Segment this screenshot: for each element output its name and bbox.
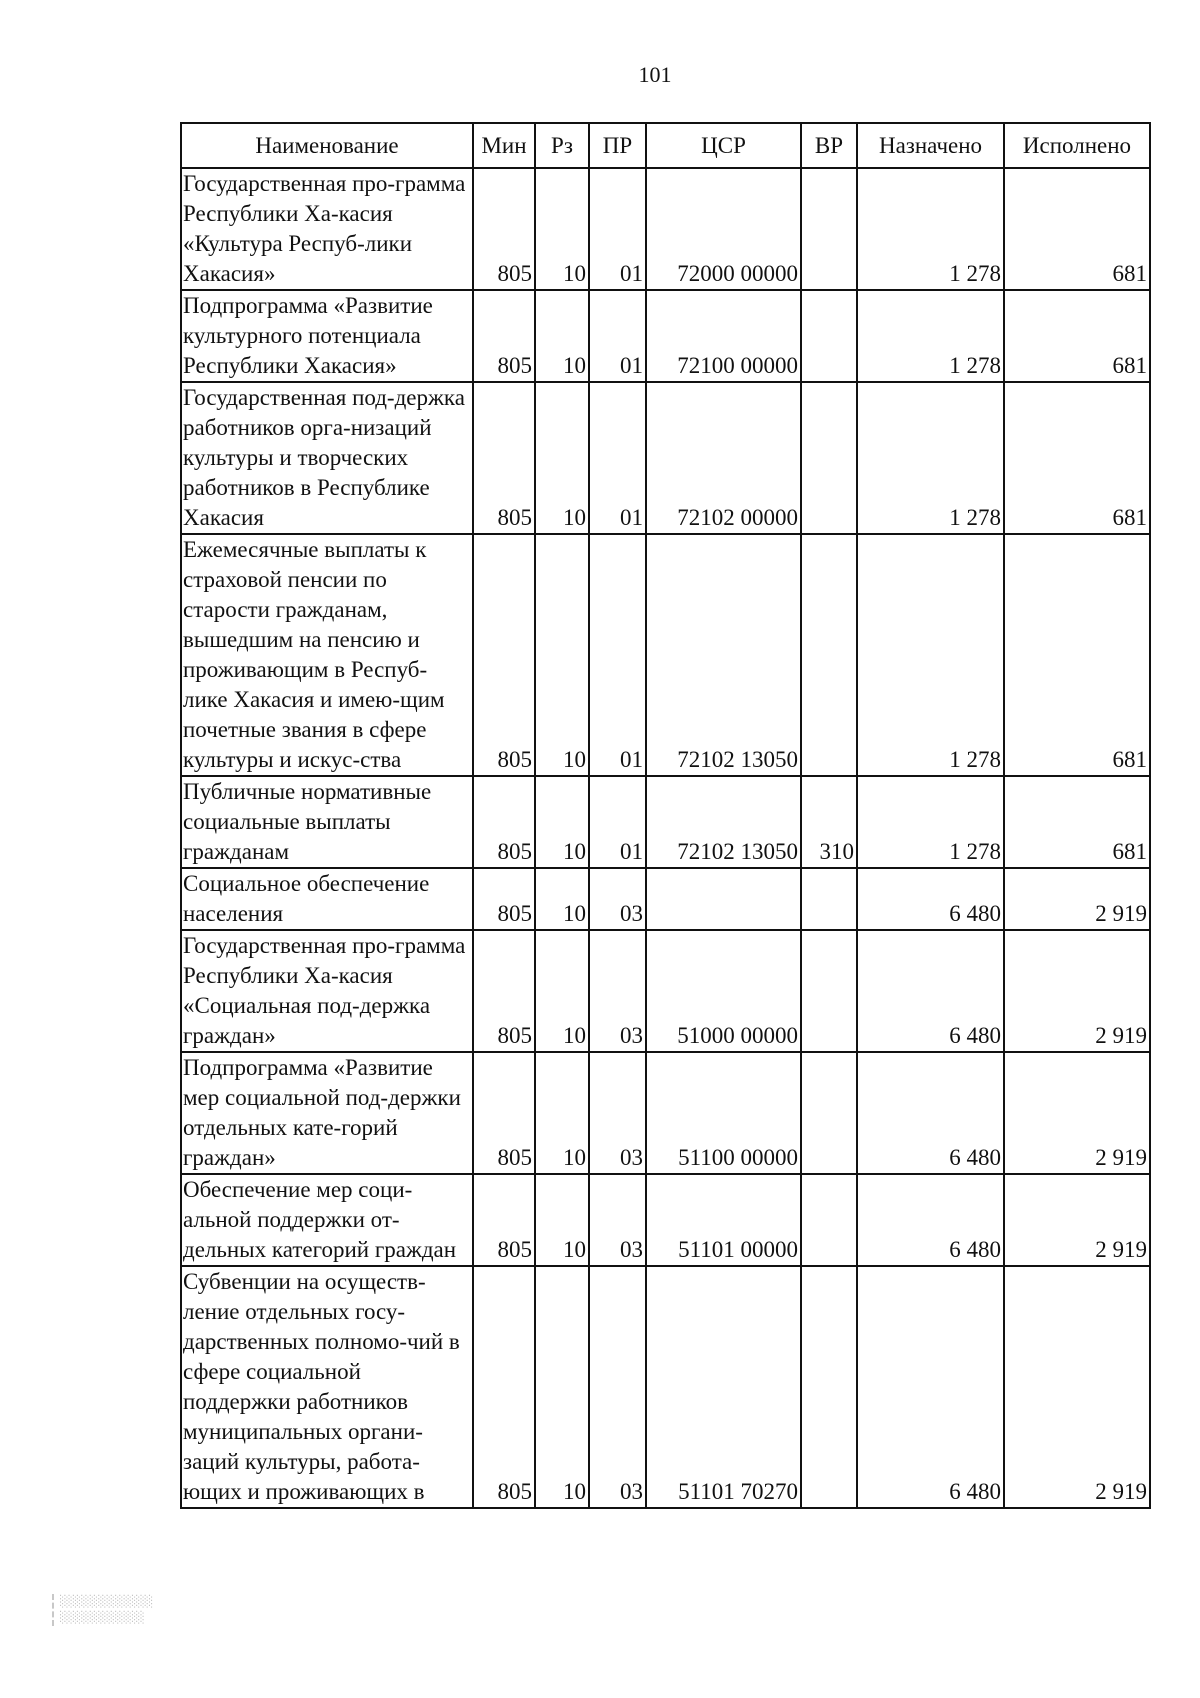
row-executed: 681 — [1004, 776, 1150, 868]
row-min: 805 — [473, 1266, 535, 1508]
row-rz: 10 — [535, 868, 589, 930]
row-csr: 51101 00000 — [646, 1174, 801, 1266]
row-rz: 10 — [535, 168, 589, 290]
row-executed: 681 — [1004, 168, 1150, 290]
table-row — [181, 290, 1150, 382]
row-csr: 72000 00000 — [646, 168, 801, 290]
table-row — [181, 868, 1150, 930]
table-row — [181, 776, 1150, 868]
header-executed: Исполнено — [1004, 123, 1150, 168]
row-vr — [801, 930, 857, 1052]
row-min: 805 — [473, 168, 535, 290]
faded-stamp-graphic: ░░░░░░░░░░░ ░░░░░░░░░░ — [52, 1594, 290, 1626]
row-min: 805 — [473, 776, 535, 868]
row-executed: 681 — [1004, 290, 1150, 382]
row-rz: 10 — [535, 1174, 589, 1266]
table-row — [181, 930, 1150, 1052]
row-name: Государственная про-грамма Республики Ха-касия «Социальная под-держка граждан» — [181, 930, 473, 1052]
row-assigned: 1 278 — [857, 290, 1004, 382]
row-csr: 72102 00000 — [646, 382, 801, 534]
table-header-row — [181, 123, 1150, 168]
row-pr: 03 — [589, 1052, 646, 1174]
row-csr — [646, 868, 801, 930]
row-assigned: 1 278 — [857, 382, 1004, 534]
table-row — [181, 168, 1150, 290]
header-vr: ВР — [801, 123, 857, 168]
row-rz: 10 — [535, 1052, 589, 1174]
row-pr: 01 — [589, 382, 646, 534]
row-vr — [801, 534, 857, 776]
row-min: 805 — [473, 868, 535, 930]
row-pr: 01 — [589, 168, 646, 290]
header-csr: ЦСР — [646, 123, 801, 168]
row-pr: 01 — [589, 776, 646, 868]
row-vr — [801, 168, 857, 290]
row-min: 805 — [473, 1052, 535, 1174]
row-vr — [801, 382, 857, 534]
table-row — [181, 382, 1150, 534]
row-rz: 10 — [535, 930, 589, 1052]
row-rz: 10 — [535, 382, 589, 534]
row-pr: 03 — [589, 868, 646, 930]
table-row — [181, 1052, 1150, 1174]
header-pr: ПР — [589, 123, 646, 168]
row-vr: 310 — [801, 776, 857, 868]
row-pr: 03 — [589, 930, 646, 1052]
row-vr — [801, 1174, 857, 1266]
row-assigned: 1 278 — [857, 534, 1004, 776]
row-assigned: 6 480 — [857, 1266, 1004, 1508]
row-csr: 51000 00000 — [646, 930, 801, 1052]
row-assigned: 1 278 — [857, 776, 1004, 868]
row-assigned: 1 278 — [857, 168, 1004, 290]
row-rz: 10 — [535, 776, 589, 868]
row-executed: 2 919 — [1004, 930, 1150, 1052]
row-rz: 10 — [535, 1266, 589, 1508]
header-rz: Рз — [535, 123, 589, 168]
header-assigned: Назначено — [857, 123, 1004, 168]
row-csr: 72102 13050 — [646, 776, 801, 868]
row-executed: 2 919 — [1004, 1266, 1150, 1508]
table-row — [181, 534, 1150, 776]
row-pr: 01 — [589, 534, 646, 776]
row-executed: 2 919 — [1004, 1052, 1150, 1174]
row-vr — [801, 1266, 857, 1508]
row-min: 805 — [473, 534, 535, 776]
row-min: 805 — [473, 930, 535, 1052]
row-name: Подпрограмма «Развитие культурного потенциала Республики Хакасия» — [181, 290, 473, 382]
row-min: 805 — [473, 382, 535, 534]
row-pr: 03 — [589, 1174, 646, 1266]
page-number: 101 — [638, 62, 672, 87]
row-csr: 51101 70270 — [646, 1266, 801, 1508]
row-name: Государственная под-держка работников орга-низаций культуры и творческих работников в Республике Хакасия — [181, 382, 473, 534]
row-name: Социальное обеспечение населения — [181, 868, 473, 930]
row-name: Государственная про-грамма Республики Ха-касия «Культура Респуб-лики Хакасия» — [181, 168, 473, 290]
table-row — [181, 1174, 1150, 1266]
row-pr: 03 — [589, 1266, 646, 1508]
row-csr: 72102 13050 — [646, 534, 801, 776]
header-min: Мин — [473, 123, 535, 168]
row-name: Субвенции на осуществ-ление отдельных госу-дарственных полномо-чий в сфере социальной поддержки работников муниципальных органи-заций культуры, работа-ющих и проживающих в — [181, 1266, 473, 1508]
row-name: Обеспечение мер соци-альной поддержки от-дельных категорий граждан — [181, 1174, 473, 1266]
row-name: Публичные нормативные социальные выплаты гражданам — [181, 776, 473, 868]
row-vr — [801, 1052, 857, 1174]
row-assigned: 6 480 — [857, 868, 1004, 930]
row-executed: 2 919 — [1004, 1174, 1150, 1266]
row-vr — [801, 868, 857, 930]
row-vr — [801, 290, 857, 382]
row-executed: 681 — [1004, 534, 1150, 776]
row-rz: 10 — [535, 290, 589, 382]
budget-table — [180, 122, 1151, 1509]
header-name: Наименование — [181, 123, 473, 168]
row-rz: 10 — [535, 534, 589, 776]
row-assigned: 6 480 — [857, 1174, 1004, 1266]
row-executed: 681 — [1004, 382, 1150, 534]
row-name: Ежемесячные выплаты к страховой пенсии по старости гражданам, вышедшим на пенсию и проживающим в Респуб-лике Хакасия и имею-щим почетные звания в сфере культуры и искус-ства — [181, 534, 473, 776]
row-min: 805 — [473, 290, 535, 382]
row-assigned: 6 480 — [857, 930, 1004, 1052]
row-assigned: 6 480 — [857, 1052, 1004, 1174]
row-pr: 01 — [589, 290, 646, 382]
row-executed: 2 919 — [1004, 868, 1150, 930]
row-csr: 72100 00000 — [646, 290, 801, 382]
row-name: Подпрограмма «Развитие мер социальной под-держки отдельных кате-горий граждан» — [181, 1052, 473, 1174]
table-row — [181, 1266, 1150, 1508]
row-csr: 51100 00000 — [646, 1052, 801, 1174]
row-min: 805 — [473, 1174, 535, 1266]
